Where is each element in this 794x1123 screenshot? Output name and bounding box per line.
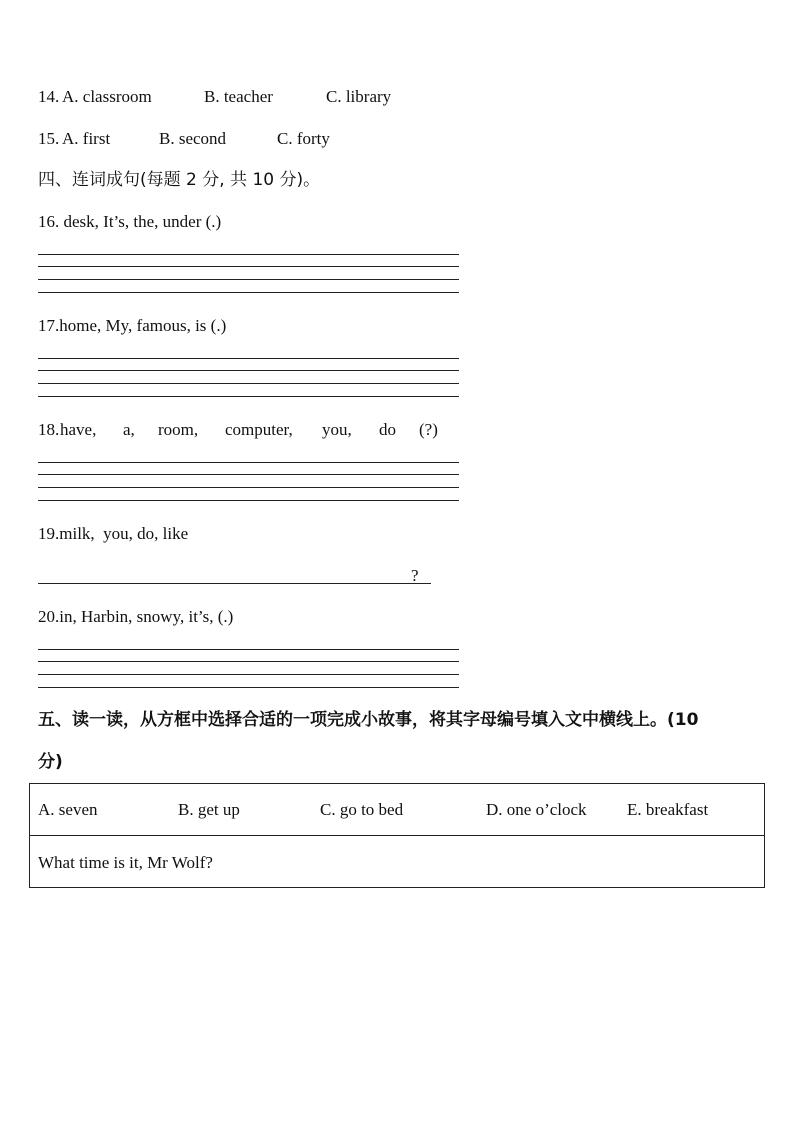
answer-line xyxy=(38,396,459,397)
answer-line xyxy=(38,266,459,267)
answer-line xyxy=(38,474,459,475)
word-box-option-a: A. seven xyxy=(38,800,98,819)
section-5-heading-continued: 分) xyxy=(38,752,63,772)
question-15-option-c: C. forty xyxy=(277,129,330,148)
answer-line xyxy=(38,279,459,280)
question-15-number: 15. xyxy=(38,129,60,148)
answer-line xyxy=(38,383,459,384)
answer-line xyxy=(38,649,459,650)
question-18-word: a, xyxy=(123,420,135,439)
answer-line xyxy=(38,674,459,675)
question-14-option-a: A. classroom xyxy=(62,87,152,106)
question-19-answer-line[interactable] xyxy=(38,583,431,584)
answer-line xyxy=(38,661,459,662)
section-5-heading: 五、读一读，从方框中选择合适的一项完成小故事，将其字母编号填入文中横线上。(10 xyxy=(38,710,699,730)
question-19-end-mark: ? xyxy=(411,566,419,585)
question-17-prompt: 17.home, My, famous, is (.) xyxy=(38,316,227,335)
question-15-option-a: A. first xyxy=(62,129,111,148)
answer-line xyxy=(38,500,459,501)
answer-line xyxy=(38,462,459,463)
question-18-word: you, xyxy=(322,420,352,439)
question-18-word: do xyxy=(379,420,396,439)
question-18-word: (?) xyxy=(419,420,438,439)
question-14-number: 14. xyxy=(38,87,60,106)
answer-line xyxy=(38,370,459,371)
question-18-number: 18. xyxy=(38,420,60,439)
answer-line xyxy=(38,687,459,688)
question-15-option-b: B. second xyxy=(159,129,227,148)
question-18-word: room, xyxy=(158,420,199,439)
question-14-option-b: B. teacher xyxy=(204,87,273,106)
question-19-prompt: 19.milk, you, do, like xyxy=(38,524,189,543)
word-box-option-d: D. one o’clock xyxy=(486,800,587,819)
story-line: What time is it, Mr Wolf? xyxy=(38,853,213,872)
question-14-option-c: C. library xyxy=(326,87,392,106)
word-box-divider xyxy=(30,835,764,836)
answer-line xyxy=(38,358,459,359)
answer-line xyxy=(38,254,459,255)
question-16-prompt: 16. desk, It’s, the, under (.) xyxy=(38,212,222,231)
word-box-option-e: E. breakfast xyxy=(627,800,709,819)
answer-line xyxy=(38,487,459,488)
answer-line xyxy=(38,292,459,293)
question-18-word: computer, xyxy=(225,420,293,439)
question-18-word: have, xyxy=(60,420,97,439)
section-4-heading: 四、连词成句(每题 2 分, 共 10 分)。 xyxy=(38,170,321,190)
word-box-option-b: B. get up xyxy=(178,800,240,819)
question-20-prompt: 20.in, Harbin, snowy, it’s, (.) xyxy=(38,607,234,626)
word-box-option-c: C. go to bed xyxy=(320,800,404,819)
